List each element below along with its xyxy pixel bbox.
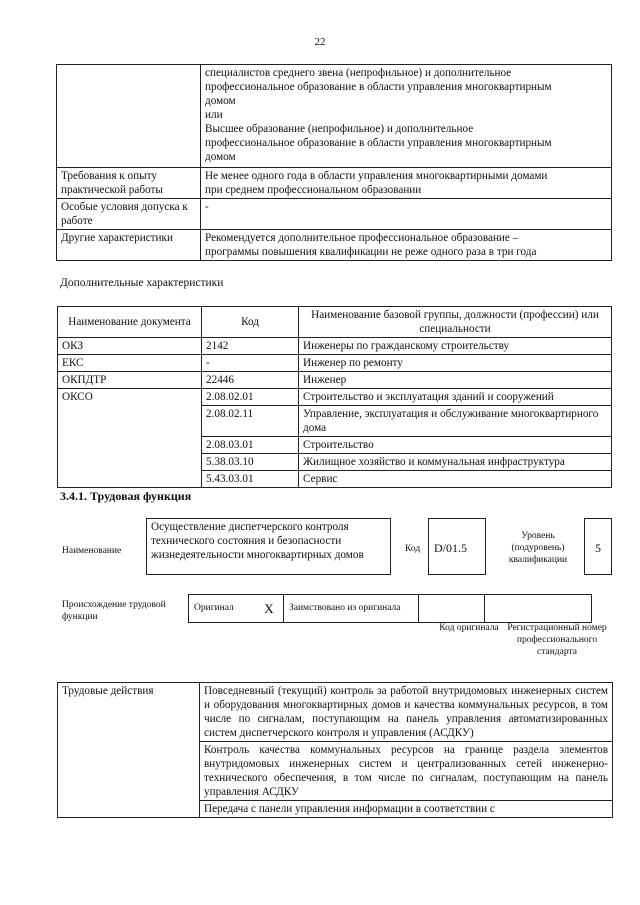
doc-cell: ОКСО	[58, 389, 202, 488]
value-line: профессиональное образование в области управления многоквартирным	[205, 137, 552, 149]
row-value	[201, 65, 612, 168]
table-row	[58, 355, 612, 372]
name-cell: Строительство	[299, 437, 612, 454]
value-line: Высшее образование (непрофильное) и дополнительное	[205, 123, 474, 135]
code-cell: 2142	[202, 338, 299, 355]
name-cell: Жилищное хозяйство и коммунальная инфраструктура	[299, 454, 612, 471]
value-line: -	[205, 201, 209, 213]
origin-label: Происхождение трудовой функции	[62, 600, 166, 622]
table-row	[58, 338, 612, 355]
name-cell: Сервис	[299, 471, 612, 488]
action-item: Повседневный (текущий) контроль за работой внутридомовых инженерных систем и оборудования многоквартирных домов и качества коммунальных ресурсов, в том числе по сигналам, поступающим на панель управления автоматизированных систем диспетчерского контроля и управления (АСДКУ)	[200, 683, 613, 742]
code-cell: 2.08.02.11	[202, 406, 299, 437]
level-label: Уровень (подуровень) квалификации	[508, 531, 568, 565]
doc-cell: ОКЗ	[58, 338, 202, 355]
value-line: домом	[205, 151, 236, 163]
doc-cell: ЕКС	[58, 355, 202, 372]
action-item: Передача с панели управления информации в соответствии с	[200, 801, 613, 818]
table-row	[58, 372, 612, 389]
table-row	[57, 168, 612, 199]
original-mark: X	[255, 595, 284, 623]
reg-number-cell	[485, 595, 592, 623]
table-row	[58, 683, 613, 742]
value-line: специалистов среднего звена (непрофильное) и дополнительное	[205, 67, 512, 79]
row-label	[57, 65, 201, 168]
table-row	[58, 389, 612, 406]
value-line: Рекомендуется дополнительное профессиональное образование –	[205, 232, 519, 244]
row-label: Другие характеристики	[57, 230, 201, 261]
name-cell: Инженер по ремонту	[299, 355, 612, 372]
borrowed-label: Заимствовано из оригинала	[284, 595, 419, 623]
value-line: профессиональное образование в области управления многоквартирным	[205, 81, 552, 93]
qualification-level: 5	[584, 518, 612, 575]
row-label: Требования к опыту практической работы	[57, 168, 201, 199]
name-cell: Инженер	[299, 372, 612, 389]
labor-function-name: Осуществление диспетчерского контроля технического состояния и безопасности жизнедеятельности многоквартирных домов	[146, 518, 391, 575]
col-header-name: Наименование базовой группы, должности (профессии) или специальности	[299, 307, 612, 338]
value-line: программы повышения квалификации не реже одного раза в три года	[205, 246, 537, 258]
table-row	[57, 65, 612, 168]
origin-table	[188, 594, 592, 623]
col-header-document: Наименование документа	[58, 307, 202, 338]
name-cell: Управление, эксплуатация и обслуживание многоквартирного дома	[299, 406, 612, 437]
table-header-row	[58, 307, 612, 338]
table-row	[57, 199, 612, 230]
doc-cell: ОКПДТР	[58, 372, 202, 389]
row-label: Особые условия допуска к работе	[57, 199, 201, 230]
name-label: Наименование	[62, 546, 122, 556]
row-value	[201, 199, 612, 230]
value-line: или	[205, 109, 223, 121]
additional-characteristics-table	[57, 306, 612, 488]
code-cell: 2.08.02.01	[202, 389, 299, 406]
value-line: Не менее одного года в области управления многоквартирными домами	[205, 170, 548, 182]
col-header-code: Код	[202, 307, 299, 338]
code-original-cell	[419, 595, 485, 623]
row-value	[201, 168, 612, 199]
labor-actions-table	[57, 682, 613, 818]
table-row	[189, 595, 592, 623]
page-number: 22	[314, 36, 326, 48]
actions-label: Трудовые действия	[58, 683, 200, 818]
code-original-label: Код оригинала	[439, 623, 499, 633]
name-cell: Строительство и эксплуатация зданий и сооружений	[299, 389, 612, 406]
table-row	[57, 230, 612, 261]
value-line: домом	[205, 95, 236, 107]
labor-function-code: D/01.5	[428, 518, 486, 575]
action-item: Контроль качества коммунальных ресурсов на границе раздела элементов внутридомовых инженерных систем и централизованных сетей инженерно-технического обеспечения, в том числе по сигналам, поступающим на панель управления АСДКУ	[200, 742, 613, 801]
code-cell: 5.43.03.01	[202, 471, 299, 488]
code-label: Код	[405, 544, 421, 554]
code-cell: 2.08.03.01	[202, 437, 299, 454]
code-cell: 22446	[202, 372, 299, 389]
original-label: Оригинал	[189, 595, 256, 623]
value-line: при среднем профессиональном образовании	[205, 184, 422, 196]
qualification-requirements-table	[56, 64, 612, 261]
row-value	[201, 230, 612, 261]
name-cell: Инженеры по гражданскому строительству	[299, 338, 612, 355]
code-cell: -	[202, 355, 299, 372]
reg-number-label: Регистрационный номер профессионального стандарта	[507, 623, 607, 657]
additional-characteristics-heading: Дополнительные характеристики	[60, 277, 224, 289]
code-cell: 5.38.03.10	[202, 454, 299, 471]
section-title: 3.4.1. Трудовая функция	[60, 489, 192, 503]
